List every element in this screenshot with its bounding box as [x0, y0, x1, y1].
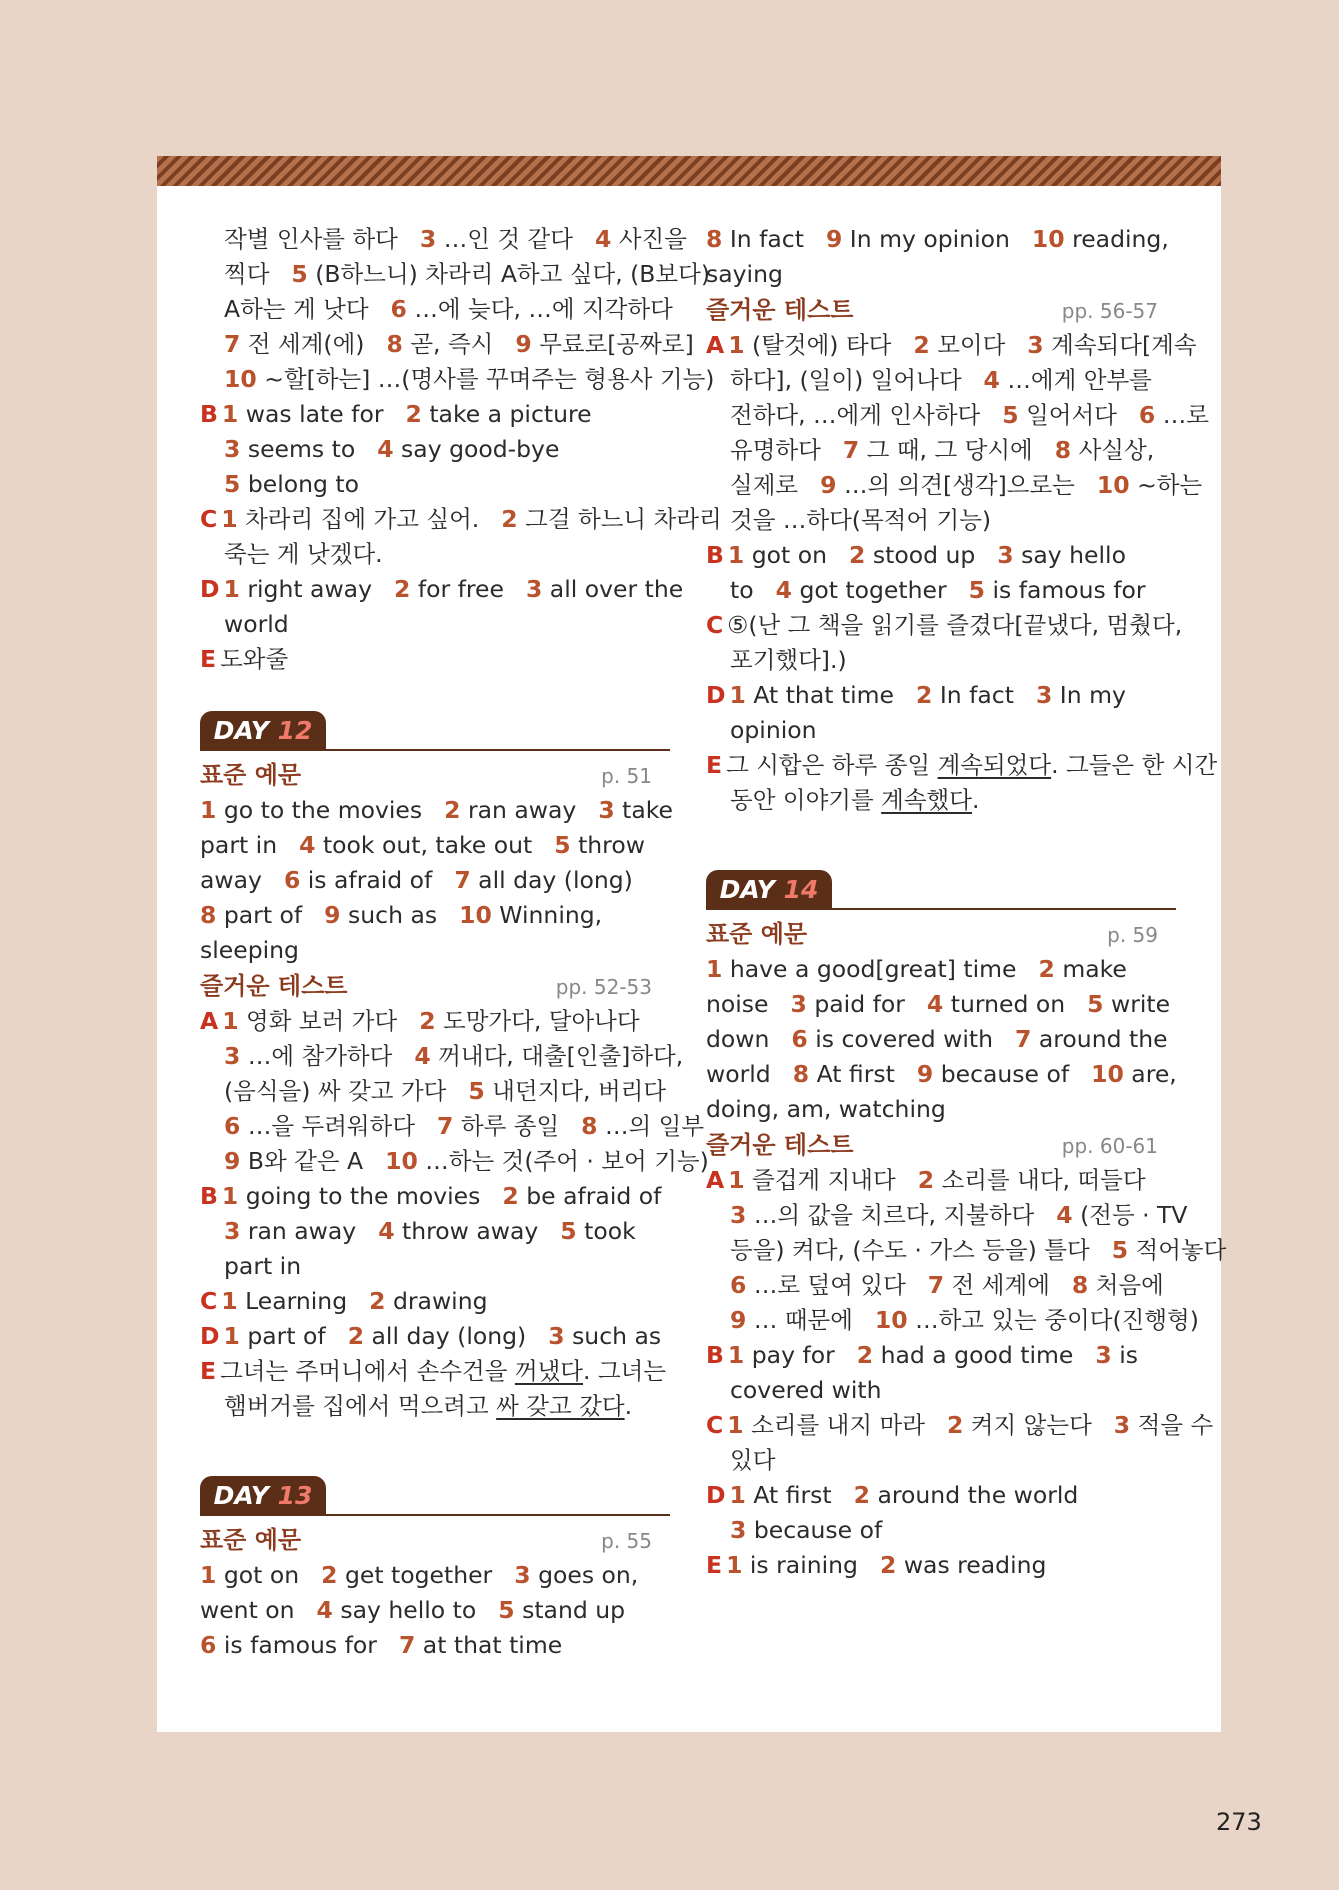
- section-header: [706, 292, 1176, 328]
- day-header: [706, 864, 1176, 910]
- answer-line: down 6 is covered with 7 around the: [706, 1025, 1168, 1053]
- section-header: [706, 1127, 1176, 1163]
- section-title: 표준 예문: [200, 761, 302, 789]
- answer-line: 8 In fact 9 In my opinion 10 reading,: [706, 225, 1169, 253]
- divider: [706, 908, 1176, 910]
- page-number: 273: [1216, 1808, 1262, 1836]
- answer-line: saying: [706, 260, 783, 288]
- answer-line: 실제로 9 …의 의견[생각]으로는 10 ~하는: [730, 471, 1203, 499]
- answer-line: doing, am, watching: [706, 1095, 946, 1123]
- answer-line: went on 4 say hello to 5 stand up: [200, 1596, 626, 1624]
- answer-line: part in: [224, 1252, 302, 1280]
- answer-line: E 1 is raining 2 was reading: [706, 1551, 1047, 1579]
- answer-line: opinion: [730, 716, 817, 744]
- answer-line: E 그녀는 주머니에서 손수건을 꺼냈다. 그녀는: [200, 1357, 667, 1385]
- answer-line: noise 3 paid for 4 turned on 5 write: [706, 990, 1171, 1018]
- answer-line: 5 belong to: [224, 470, 359, 498]
- section-title: 표준 예문: [200, 1526, 302, 1554]
- answer-line: 찍다 5 (B하느니) 차라리 A하고 싶다, (B보다): [224, 260, 711, 288]
- day-tab: DAY 12: [200, 711, 326, 751]
- answer-line: D 1 part of 2 all day (long) 3 such as: [200, 1322, 662, 1350]
- answer-line: C 1 차라리 집에 가고 싶어. 2 그걸 하느니 차라리: [200, 505, 722, 533]
- answer-line: A 1 영화 보러 가다 2 도망가다, 달아나다: [200, 1007, 640, 1035]
- page-reference: pp. 60-61: [1061, 1134, 1158, 1158]
- answer-line: part in 4 took out, take out 5 throw: [200, 831, 645, 859]
- answer-line: 6 …로 덮여 있다 7 전 세계에 8 처음에: [730, 1271, 1164, 1299]
- answer-line: C 1 소리를 내지 마라 2 켜지 않는다 3 적을 수: [706, 1411, 1214, 1439]
- section-title: 표준 예문: [706, 920, 808, 948]
- answer-line: 10 ~할[하는] …(명사를 꾸며주는 형용사 기능): [224, 365, 715, 393]
- answer-line: (음식을) 싸 갖고 가다 5 내던지다, 버리다: [224, 1077, 667, 1105]
- day-tab: DAY 14: [706, 870, 832, 910]
- answer-line: 작별 인사를 하다 3 …인 것 같다 4 사진을: [224, 225, 687, 253]
- answer-line: 있다: [730, 1446, 776, 1474]
- divider: [200, 1514, 670, 1516]
- answer-line: A 1 (탈것에) 타다 2 모이다 3 계속되다[계속: [706, 331, 1197, 359]
- answer-line: 3 because of: [730, 1516, 883, 1544]
- answer-line: D 1 right away 2 for free 3 all over the: [200, 575, 684, 603]
- day-tab: DAY 13: [200, 1476, 326, 1516]
- answer-line: 것을 …하다(목적어 기능): [730, 506, 992, 534]
- section-title: 즐거운 테스트: [706, 1131, 854, 1159]
- divider: [200, 749, 670, 751]
- answer-line: 동안 이야기를 계속했다.: [730, 786, 980, 814]
- answer-line: 6 is famous for 7 at that time: [200, 1631, 563, 1659]
- answer-line: E 도와줄: [200, 645, 289, 673]
- decorative-stripe-bar: [157, 156, 1221, 186]
- answer-line: 1 have a good[great] time 2 make: [706, 955, 1127, 983]
- answer-line: C 1 Learning 2 drawing: [200, 1287, 488, 1315]
- answer-line: C ⑤(난 그 책을 읽기를 즐겼다[끝냈다, 멈췄다,: [706, 611, 1183, 639]
- answer-line: 햄버거를 집에서 먹으려고 싸 갖고 갔다.: [224, 1392, 633, 1420]
- left-column: [200, 222, 722, 1663]
- answer-line: 하다], (일이) 일어나다 4 …에게 안부를: [730, 366, 1152, 394]
- answer-line: 9 B와 같은 A 10 …하는 것(주어 · 보어 기능): [224, 1147, 709, 1175]
- answer-line: 등을) 켜다, (수도 · 가스 등을) 틀다 5 적어놓다: [730, 1236, 1227, 1264]
- answer-line: E 그 시합은 하루 종일 계속되었다. 그들은 한 시간: [706, 751, 1218, 779]
- answer-line: A 1 즐겁게 지내다 2 소리를 내다, 떠들다: [706, 1166, 1146, 1194]
- day-header: [200, 705, 670, 751]
- answer-line: covered with: [730, 1376, 882, 1404]
- answer-line: to 4 got together 5 is famous for: [730, 576, 1146, 604]
- answer-line: B 1 got on 2 stood up 3 say hello: [706, 541, 1126, 569]
- answer-line: 3 ran away 4 throw away 5 took: [224, 1217, 636, 1245]
- answer-line: 1 got on 2 get together 3 goes on,: [200, 1561, 639, 1589]
- answer-line: A하는 게 낫다 6 …에 늦다, …에 지각하다: [224, 295, 673, 323]
- answer-line: 포기했다].): [730, 646, 847, 674]
- answer-line: 7 전 세계(에) 8 곧, 즉시 9 무료로[공짜로]: [224, 330, 694, 358]
- page-reference: p. 55: [601, 1529, 652, 1553]
- answer-line: 유명하다 7 그 때, 그 당시에 8 사실상,: [730, 436, 1155, 464]
- answer-line: away 6 is afraid of 7 all day (long): [200, 866, 633, 894]
- right-column: [706, 222, 1227, 1583]
- answer-line: 8 part of 9 such as 10 Winning,: [200, 901, 603, 929]
- answer-line: 죽는 게 낫겠다.: [224, 540, 383, 568]
- answer-line: 3 …에 참가하다 4 꺼내다, 대출[인출]하다,: [224, 1042, 684, 1070]
- answer-line: 3 …의 값을 치르다, 지불하다 4 (전등 · TV: [730, 1201, 1188, 1229]
- answer-line: world 8 At first 9 because of 10 are,: [706, 1060, 1177, 1088]
- section-header: [200, 1522, 670, 1558]
- section-header: [706, 916, 1176, 952]
- answer-line: 전하다, …에게 인사하다 5 일어서다 6 …로: [730, 401, 1209, 429]
- section-title: 즐거운 테스트: [706, 296, 854, 324]
- answer-line: 3 seems to 4 say good-bye: [224, 435, 560, 463]
- page-reference: p. 59: [1107, 923, 1158, 947]
- day-header: [200, 1470, 670, 1516]
- section-title: 즐거운 테스트: [200, 972, 348, 1000]
- section-header: [200, 968, 670, 1004]
- answer-line: D 1 At that time 2 In fact 3 In my: [706, 681, 1126, 709]
- answer-line: 6 …을 두려워하다 7 하루 종일 8 …의 일부: [224, 1112, 705, 1140]
- answer-line: sleeping: [200, 936, 299, 964]
- section-header: [200, 757, 670, 793]
- answer-line: 9 … 때문에 10 …하고 있는 중이다(진행형): [730, 1306, 1199, 1334]
- answer-line: B 1 pay for 2 had a good time 3 is: [706, 1341, 1138, 1369]
- answer-line: D 1 At first 2 around the world: [706, 1481, 1079, 1509]
- page-reference: pp. 56-57: [1061, 299, 1158, 323]
- page-reference: pp. 52-53: [555, 975, 652, 999]
- answer-line: 1 go to the movies 2 ran away 3 take: [200, 796, 674, 824]
- answer-line: world: [224, 610, 289, 638]
- page-reference: p. 51: [601, 764, 652, 788]
- answer-line: B 1 was late for 2 take a picture: [200, 400, 592, 428]
- answer-line: B 1 going to the movies 2 be afraid of: [200, 1182, 662, 1210]
